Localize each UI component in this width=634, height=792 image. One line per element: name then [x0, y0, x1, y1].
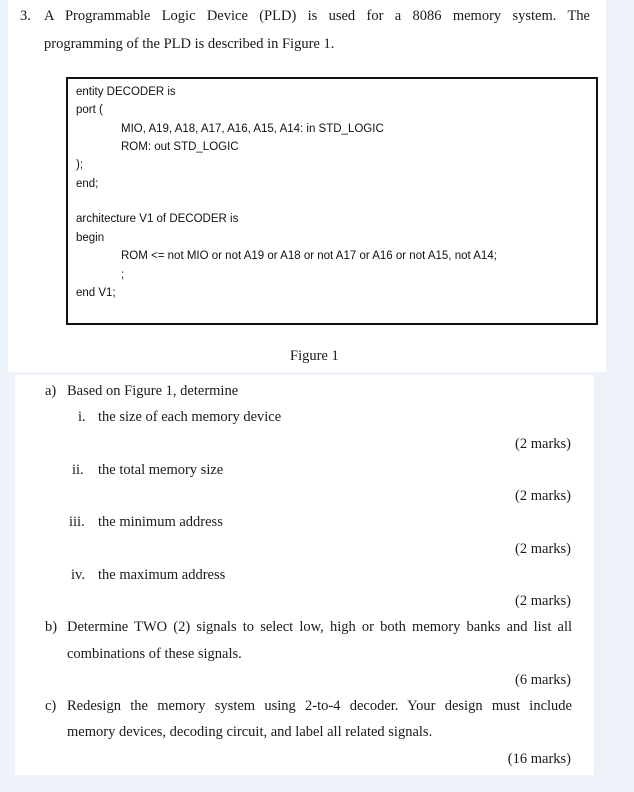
item-text: the maximum address [98, 567, 226, 583]
part-c-label: c) [45, 698, 57, 714]
part-c-line-1: Redesign the memory system using 2-to-4 decoder. Your design must include [67, 698, 572, 714]
code-line-semicolon: ; [121, 269, 125, 281]
marks: (6 marks) [515, 672, 571, 688]
code-line-architecture: architecture V1 of DECODER is [76, 213, 239, 225]
part-a-text: Based on Figure 1, determine [67, 383, 239, 399]
marks: (2 marks) [515, 436, 571, 452]
marks: (2 marks) [515, 593, 571, 609]
item-number: iv. [71, 567, 85, 583]
item-number: ii. [72, 462, 84, 478]
part-b-label: b) [45, 619, 58, 635]
item-text: the size of each memory device [98, 409, 282, 425]
question-number: 3. [20, 8, 31, 24]
marks: (2 marks) [515, 488, 571, 504]
code-line-output: ROM: out STD_LOGIC [121, 141, 239, 153]
item-number: i. [78, 409, 86, 425]
marks: (2 marks) [515, 541, 571, 557]
item-text: the total memory size [98, 462, 224, 478]
code-line-port-close: ); [76, 159, 84, 171]
part-a-label: a) [45, 383, 57, 399]
code-line-entity: entity DECODER is [76, 86, 176, 98]
item-text: the minimum address [98, 514, 223, 530]
figure-caption: Figure 1 [290, 348, 339, 364]
item-number: iii. [69, 514, 85, 530]
code-line-begin: begin [76, 232, 105, 244]
part-b-line-2: combinations of these signals. [67, 646, 242, 662]
part-b-line-1: Determine TWO (2) signals to select low, high or both memory banks and list all [67, 619, 572, 635]
vhdl-code-box [66, 77, 598, 325]
marks: (16 marks) [507, 751, 571, 767]
question-line-1: A Programmable Logic Device (PLD) is used for a 8086 memory system. The [44, 8, 590, 24]
code-line-inputs: MIO, A19, A18, A17, A16, A15, A14: in STD_LOGIC [121, 123, 384, 135]
code-line-port: port ( [76, 104, 103, 116]
part-c-line-2: memory devices, decoding circuit, and label all related signals. [67, 724, 433, 740]
code-line-end-v1: end V1; [76, 287, 116, 299]
code-line-rom-assign: ROM <= not MIO or not A19 or A18 or not A17 or A16 or not A15, not A14; [121, 250, 497, 262]
question-line-2: programming of the PLD is described in Figure 1. [44, 36, 335, 52]
code-line-end: end; [76, 178, 99, 190]
